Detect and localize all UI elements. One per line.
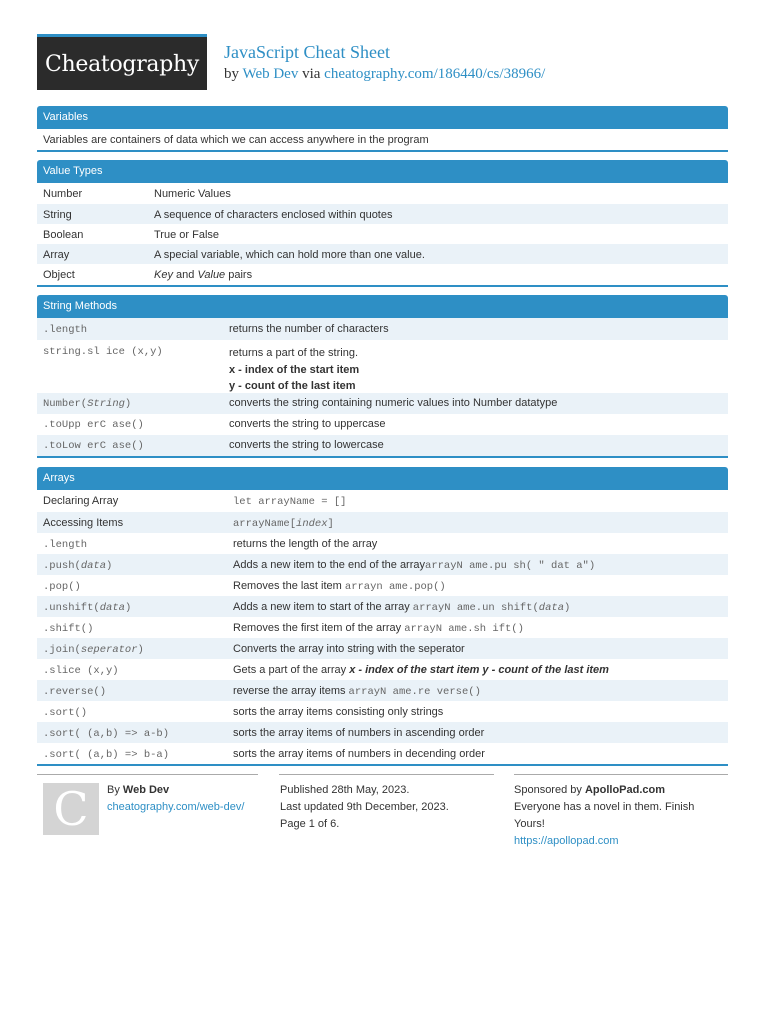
table-row [37,512,728,533]
sponsor-tagline: Everyone has a novel in them. Finish Yours! [514,801,695,830]
table-row [37,617,728,638]
footer-author-link[interactable]: Web Dev [122,784,170,796]
method-desc: converts the string to lowercase [229,439,384,451]
method-code: .sort( (a,b) => a-b) [43,728,170,740]
table-row [37,183,728,204]
page-header [37,34,728,90]
footer-sponsor-text [514,782,714,850]
section-title: String Methods [37,295,728,318]
table-row [37,490,728,512]
code-arg: data [80,560,107,572]
by-label: By [107,784,120,796]
type-name: Array [43,249,70,261]
sheet-url-link[interactable]: cheatography.com/186440/cs/38966/ [324,66,546,82]
example-code: arrayn ame.pop() [344,581,446,593]
updated-date: Last updated 9th December, 2023. [280,801,449,813]
example-code: arrayN ame.re verse() [348,686,481,698]
footer-author [37,774,258,844]
table-row [37,340,728,393]
via-label: via [302,66,321,82]
code-part: ] [327,518,334,530]
table-row [37,680,728,701]
type-desc [154,269,252,281]
table-row [37,224,728,244]
type-name: Number [43,188,83,200]
type-desc: True or False [154,229,220,241]
array-item-code: let arrayName = [] [233,496,347,508]
author-profile-link[interactable]: cheatography.com/web-dev/ [107,801,245,813]
method-code: .toUpp erC ase() [43,419,144,431]
code-arg: data [538,602,565,614]
type-desc: A special variable, which can hold more than one value. [154,249,425,261]
page-number: Page 1 of 6. [280,818,340,830]
method-code [43,398,131,410]
slice-x-note: x - index of the start item [229,363,360,376]
slice-y-note: y - count of the last item [229,380,356,392]
author-link[interactable]: Web Dev [242,66,299,82]
method-code: .length [43,539,88,551]
section-variables [37,106,728,152]
sponsored-label: Sponsored by [514,784,582,796]
section-arrays [37,467,728,766]
table-row [37,701,728,722]
method-code: .slice (x,y) [43,665,119,677]
example-code [413,602,571,614]
table-row [37,533,728,554]
method-desc [233,685,481,698]
method-desc [229,345,359,395]
footer-dates [279,774,494,844]
method-code [43,602,131,614]
slice-note: x - index of the start item y - count of the last item [349,664,609,676]
type-name: Object [43,269,75,281]
and-word: and [176,269,195,281]
section-title: Value Types [37,160,728,183]
table-row [37,743,728,764]
slice-desc: returns a part of the string. [229,347,359,359]
code-part: arrayName[ [233,518,297,530]
method-desc: converts the string containing numeric values into Number datatype [229,397,558,409]
table-row [37,575,728,596]
table-row [37,638,728,659]
method-desc [233,664,609,676]
table-row [37,318,728,340]
sponsor-link[interactable]: https://apollopad.com [514,835,619,847]
desc-text: Gets a part of the array [233,664,347,676]
method-desc: sorts the array items consisting only strings [233,706,444,718]
method-desc: returns the length of the array [233,538,378,550]
method-code: .length [43,324,88,336]
method-desc [233,559,595,572]
table-row [37,393,728,414]
page-footer [37,774,728,847]
value-word: Value [197,269,226,281]
method-code: .sort() [43,707,88,719]
example-code: arrayN ame.pu sh( " dat a") [425,560,596,572]
array-item-name: Declaring Array [43,495,119,507]
section-title: Variables [37,106,728,129]
title-block [224,42,545,83]
table-row [37,722,728,743]
type-desc: Numeric Values [154,188,231,200]
array-item-name: Accessing Items [43,517,124,529]
method-code: .sort( (a,b) => b-a) [43,749,170,761]
method-code [43,644,144,656]
method-desc: sorts the array items of numbers in decending order [233,748,485,760]
code-part: Number( [43,398,88,410]
method-desc: returns the number of characters [229,323,389,335]
footer-author-text [107,782,244,816]
table-row [37,659,728,680]
type-name: String [43,209,72,221]
list-item [37,129,728,150]
code-arg: String [87,398,125,410]
method-code [43,560,112,572]
variables-text: Variables are containers of data which we can access anywhere in the program [43,134,429,146]
type-name: Boolean [43,229,84,241]
cheatography-c-icon: C [43,783,99,835]
method-desc: sorts the array items of numbers in ascending order [233,727,485,739]
method-desc: Converts the array into string with the seperator [233,643,465,655]
footer-dates-text [280,782,449,833]
method-desc [233,601,570,614]
cheatography-logo[interactable] [37,34,207,90]
byline [224,66,545,83]
array-item-code [233,518,334,530]
code-arg: data [99,602,125,614]
code-part: ) [137,644,144,656]
section-title: Arrays [37,467,728,490]
code-part: .join( [43,644,81,656]
section-string-methods [37,295,728,458]
method-desc: converts the string to uppercase [229,418,386,430]
code-part: .push( [43,560,81,572]
code-part: ) [564,602,571,614]
logo-text: Cheatography [44,52,200,77]
key-word: Key [154,269,173,281]
code-arg: seperator [80,644,138,656]
method-desc [233,580,446,593]
desc-text: Removes the last item [233,580,342,592]
method-code: .shift() [43,623,94,635]
method-code: .pop() [43,581,81,593]
table-row [37,414,728,435]
published-date: Published 28th May, 2023. [280,784,410,796]
table-row [37,435,728,456]
method-code: .toLow erC ase() [43,440,144,452]
desc-text: reverse the array items [233,685,346,697]
code-arg: index [296,518,328,530]
code-part: arrayN ame.un shift( [412,602,539,614]
method-desc [233,622,524,635]
sponsor-name: ApolloPad.com [584,784,666,796]
table-row [37,264,728,285]
page-title: JavaScript Cheat Sheet [224,42,390,62]
example-code: arrayN ame.sh ift() [404,623,524,635]
table-row [37,596,728,617]
desc-text: Adds a new item to the end of the array [233,559,426,571]
code-part: ) [106,560,113,572]
method-code: .reverse() [43,686,107,698]
footer-sponsor [514,774,728,847]
table-row [37,554,728,575]
code-part: .unshift( [43,602,100,614]
pairs-word: pairs [228,269,253,281]
by-label: by [224,66,239,82]
table-row [37,204,728,224]
code-part: ) [124,602,132,614]
method-code: string.sl ice (x,y) [43,346,163,358]
type-desc: A sequence of characters enclosed within quotes [154,209,393,221]
desc-text: Adds a new item to start of the array [233,601,410,613]
code-part: ) [124,398,132,410]
section-value-types [37,160,728,287]
desc-text: Removes the first item of the array [233,622,402,634]
table-row [37,244,728,264]
